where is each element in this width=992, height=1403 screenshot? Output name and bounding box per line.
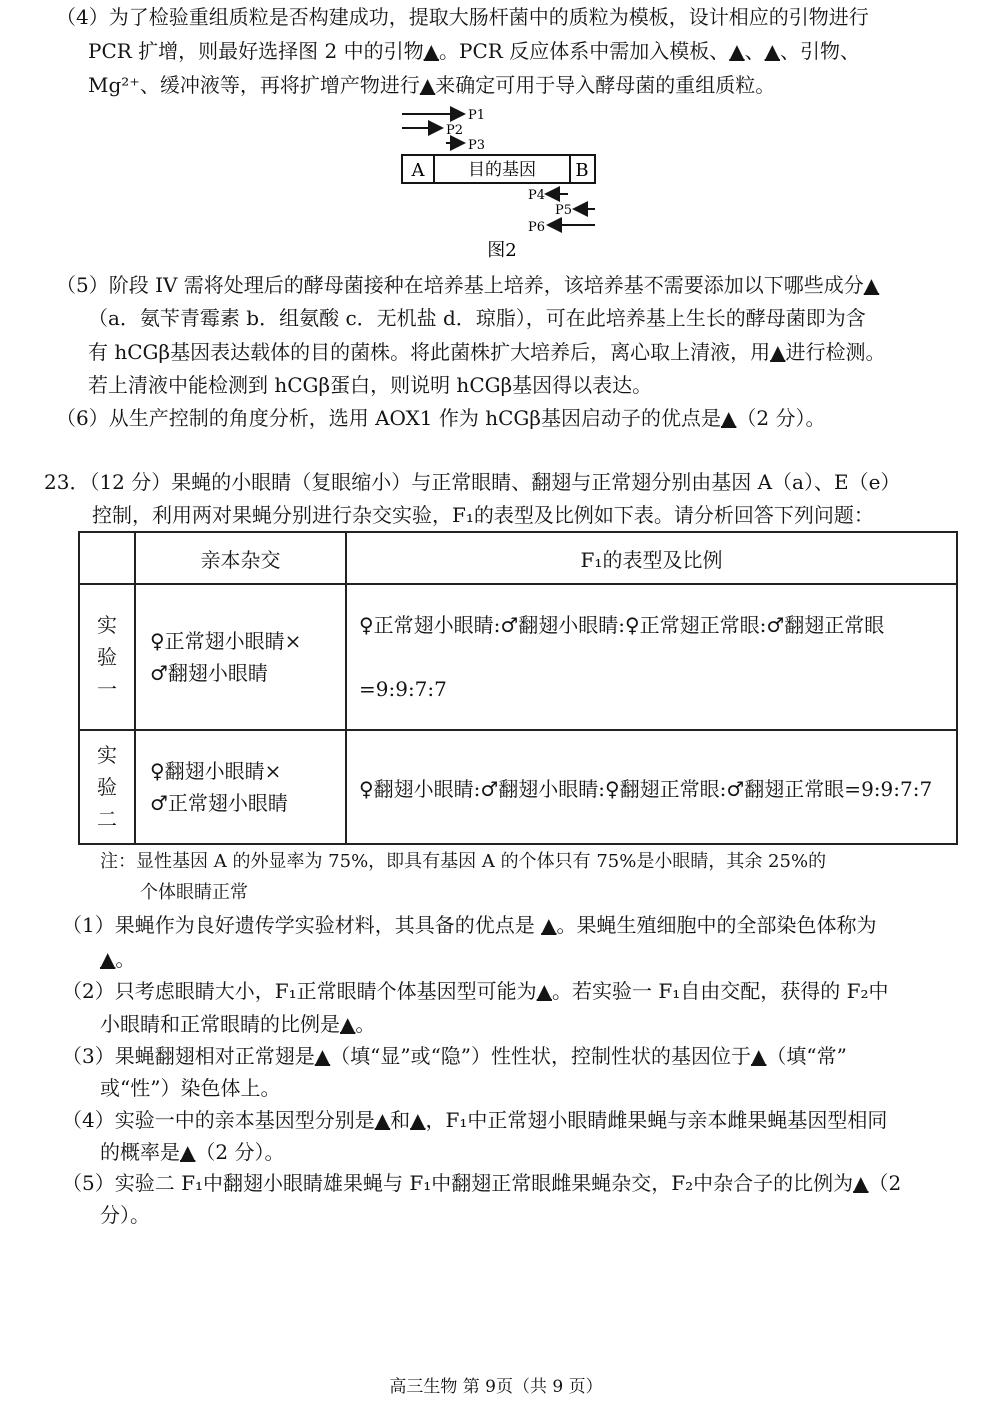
primer-diagram <box>390 104 620 264</box>
answer-blank: ▲ <box>729 39 745 63</box>
q23-2-line1: （2）只考虑眼睛大小，F₁正常眼睛个体基因型可能为▲。若实验一 F₁自由交配，获得的 F₂中 <box>62 979 889 1003</box>
answer-blank: ▲ <box>100 947 116 971</box>
result-cell: ♀正常翅小眼睛:♂翻翅小眼睛:♀正常翅正常眼:♂翻翅正常眼 =9:9:7:7 <box>346 584 957 730</box>
figure-caption: 图2 <box>487 240 517 261</box>
experiment-label: 实 验 二 <box>79 730 135 844</box>
answer-blank: ▲ <box>751 1044 767 1068</box>
cross-cell: ♀翻翅小眼睛× ♂正常翅小眼睛 <box>135 730 346 844</box>
result-cell: ♀翻翅小眼睛:♂翻翅小眼睛:♀翻翅正常眼:♂翻翅正常眼=9:9:7:7 <box>346 730 957 844</box>
table-header-result: F₁的表型及比例 <box>346 532 957 584</box>
q23-intro-line1: 23．（12 分）果蝇的小眼睛（复眼缩小）与正常眼睛、翻翅与正常翅分别由基因 A（a）、E（e） <box>44 470 901 494</box>
answer-blank: ▲ <box>180 1140 196 1164</box>
q22-5-line4: 若上清液中能检测到 hCGβ蛋白，则说明 hCGβ基因得以表达。 <box>88 373 653 397</box>
table-header-row <box>79 532 957 584</box>
q22-4-line1: （4）为了检验重组质粒是否构建成功，提取大肠杆菌中的质粒为模板，设计相应的引物进行 <box>56 5 869 29</box>
q23-5-line1: （5）实验二 F₁中翻翅小眼睛雄果蝇与 F₁中翻翅正常眼雌果蝇杂交，F₂中杂合子的比例为▲（2 <box>62 1171 902 1195</box>
answer-blank: ▲ <box>374 1108 391 1132</box>
experiment-label: 实 验 一 <box>79 584 135 730</box>
answer-blank: ▲ <box>770 340 786 364</box>
q23-3-line1: （3）果蝇翻翅相对正常翅是▲（填“显”或“隐”）性性状，控制性状的基因位于▲（填“常” <box>62 1044 847 1068</box>
answer-blank: ▲ <box>340 1012 356 1036</box>
table-header-empty <box>79 532 135 584</box>
q22-6-line1: （6）从生产控制的角度分析，选用 AOX1 作为 hCGβ基因启动子的优点是▲（2 分）。 <box>56 406 826 430</box>
table-row <box>79 584 957 730</box>
primer-p4-label: P4 <box>528 188 546 203</box>
q22-5-line3: 有 hCGβ基因表达载体的目的菌株。将此菌株扩大培养后，离心取上清液，用▲进行检测。 <box>88 340 886 364</box>
region-a-label: A <box>411 160 425 181</box>
cross-results-table <box>78 531 958 845</box>
answer-blank: ▲ <box>863 273 880 297</box>
primer-p6-label: P6 <box>528 220 546 235</box>
answer-blank: ▲ <box>419 73 436 97</box>
q23-intro-line2: 控制，利用两对果蝇分别进行杂交实验，F₁的表型及比例如下表。请分析回答下列问题： <box>92 503 874 527</box>
region-b-label: B <box>575 160 589 181</box>
q23-2-line2: 小眼睛和正常眼睛的比例是▲。 <box>100 1012 376 1036</box>
q23-1-line2: ▲。 <box>100 947 136 971</box>
table-note-line2: 个体眼睛正常 <box>140 882 248 903</box>
answer-blank: ▲ <box>764 39 780 63</box>
primer-p5-label: P5 <box>555 203 573 218</box>
q23-4-line1: （4）实验一中的亲本基因型分别是▲和▲，F₁中正常翅小眼睛雌果蝇与亲本雌果蝇基因型相同 <box>62 1108 888 1132</box>
table-row <box>79 730 957 844</box>
q22-5-line2: （a．氨苄青霉素 b．组氨酸 c．无机盐 d．琼脂），可在此培养基上生长的酵母菌即为含 <box>88 306 866 330</box>
answer-blank: ▲ <box>541 913 557 937</box>
q23-3-line2: 或“性”）染色体上。 <box>100 1076 281 1100</box>
q23-5-line2: 分）。 <box>100 1203 150 1227</box>
answer-blank: ▲ <box>536 979 553 1003</box>
target-gene-label: 目的基因 <box>468 160 536 180</box>
q22-4-line2: PCR 扩增，则最好选择图 2 中的引物▲。PCR 反应体系中需加入模板、▲、▲、引物、 <box>88 39 860 63</box>
primer-p3-label: P3 <box>468 138 486 153</box>
table-header-cross: 亲本杂交 <box>135 532 346 584</box>
answer-blank: ▲ <box>314 1044 331 1068</box>
answer-blank: ▲ <box>410 1108 426 1132</box>
cross-cell: ♀正常翅小眼睛× ♂翻翅小眼睛 <box>135 584 346 730</box>
answer-blank: ▲ <box>423 39 440 63</box>
q23-1-line1: （1）果蝇作为良好遗传学实验材料，其具备的优点是 ▲。果蝇生殖细胞中的全部染色体称为 <box>62 913 877 937</box>
primer-p1-label: P1 <box>468 108 486 123</box>
table-note-line1: 注：显性基因 A 的外显率为 75%，即具有基因 A 的个体只有 75%是小眼睛，其余 25%的 <box>100 851 827 872</box>
page-footer: 高三生物 第 9页（共 9 页） <box>389 1377 603 1397</box>
q22-5-line1: （5）阶段 IV 需将处理后的酵母菌接种在培养基上培养，该培养基不需要添加以下哪些成分▲ <box>56 273 880 297</box>
answer-blank: ▲ <box>720 406 737 430</box>
answer-blank: ▲ <box>853 1171 869 1195</box>
q22-4-line3: Mg²⁺、缓冲液等，再将扩增产物进行▲来确定可用于导入酵母菌的重组质粒。 <box>88 73 776 97</box>
primer-p2-label: P2 <box>446 123 464 138</box>
q23-4-line2: 的概率是▲（2 分）。 <box>100 1140 285 1164</box>
